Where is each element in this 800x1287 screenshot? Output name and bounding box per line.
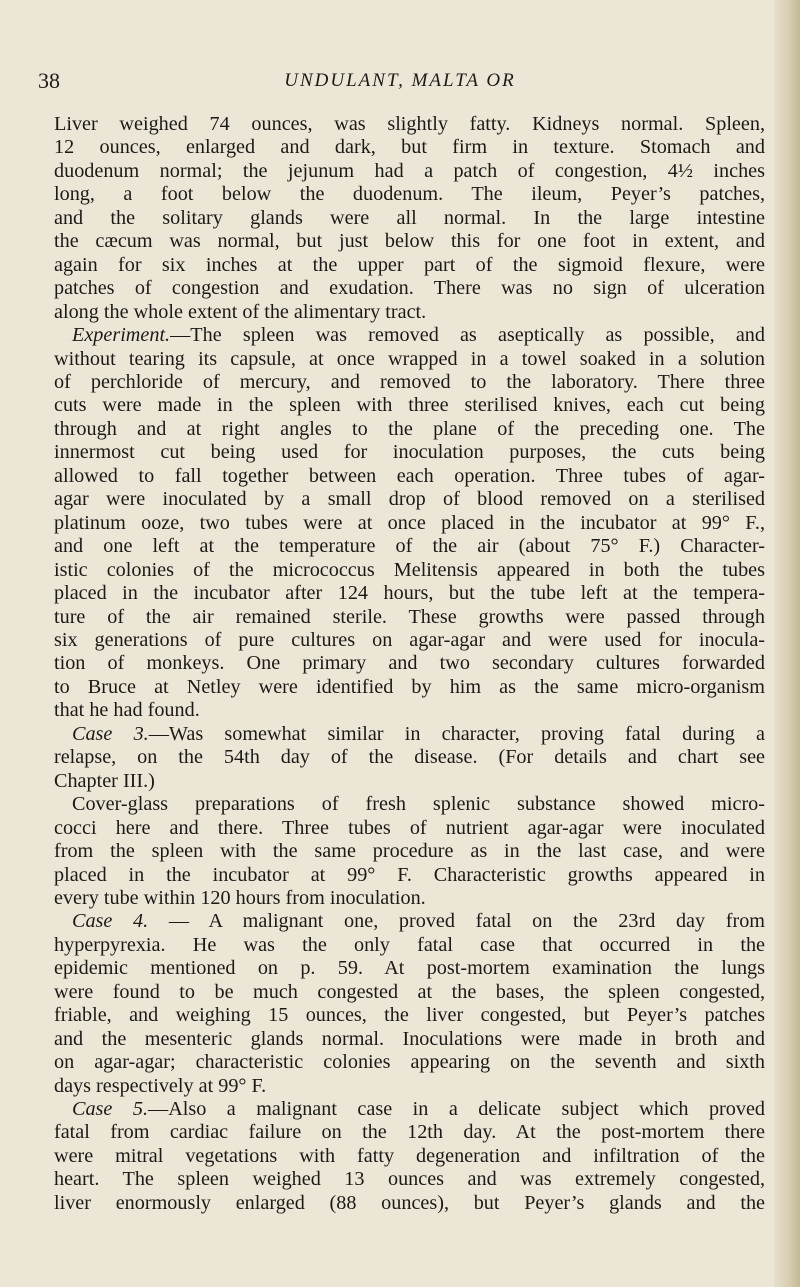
text-line: agar were inoculated by a small drop of blood removed on a sterilised (54, 488, 765, 511)
case-label: Case 3. (72, 722, 149, 745)
text-run: —Also a malignant case in a delicate subject which proved (148, 1098, 766, 1121)
text-line: liver enormously enlarged (88 ounces), but Peyer’s glands and the (54, 1191, 765, 1214)
text-line: through and at right angles to the plane of the preceding one. The (54, 417, 765, 440)
text-line: duodenum normal; the jejunum had a patch of congestion, 4½ inches (54, 159, 765, 182)
paragraph-case-5 (54, 1098, 765, 1215)
text-line (54, 910, 765, 933)
text-line: and the mesenteric glands normal. Inoculations were made in broth and (54, 1027, 765, 1050)
text-line: epidemic mentioned on p. 59. At post-mortem examination the lungs (54, 957, 765, 980)
text-line: cuts were made in the spleen with three sterilised knives, each cut being (54, 394, 765, 417)
text-line (54, 723, 765, 746)
text-line: and the solitary glands were all normal. In the large intestine (54, 206, 765, 229)
text-line: the cæcum was normal, but just below this for one foot in extent, and (54, 230, 765, 253)
text-line: of perchloride of mercury, and removed to the laboratory. There three (54, 370, 765, 393)
paragraph-autopsy-findings (54, 113, 765, 324)
text-line: Liver weighed 74 ounces, was slightly fatty. Kidneys normal. Spleen, (54, 113, 765, 135)
paragraph-case-4 (54, 910, 765, 1098)
text-line (54, 324, 765, 347)
case-label: Case 5. (72, 1098, 148, 1121)
text-line: patches of congestion and exudation. There was no sign of ulceration (54, 277, 765, 300)
text-line (54, 1098, 765, 1121)
text-line: were found to be much congested at the bases, the spleen congested, (54, 980, 765, 1003)
text-line: long, a foot below the duodenum. The ileum, Peyer’s patches, (54, 183, 765, 206)
text-line: platinum ooze, two tubes were at once placed in the incubator at 99° F., (54, 511, 765, 534)
text-line: every tube within 120 hours from inoculation. (54, 886, 426, 909)
text-line: from the spleen with the same procedure as in the last case, and were (54, 840, 765, 863)
text-line: innermost cut being used for inoculation purposes, the cuts being (54, 441, 765, 464)
text-line: and one left at the temperature of the air (about 75° F.) Character- (54, 535, 765, 558)
text-line: placed in the incubator after 124 hours, but the tube left at the tempera- (54, 582, 765, 605)
text-line: were mitral vegetations with fatty degeneration and infiltration of the (54, 1144, 765, 1167)
text-line: without tearing its capsule, at once wrapped in a towel soaked in a solution (54, 347, 765, 370)
text-line: tion of monkeys. One primary and two secondary cultures forwarded (54, 652, 765, 675)
text-line: friable, and weighing 15 ounces, the liver congested, but Peyer’s patches (54, 1004, 765, 1027)
text-run: —The spleen was removed as aseptically as possible, and (170, 324, 765, 347)
text-run: —Was somewhat similar in character, proving fatal during a (148, 722, 766, 745)
body-text (54, 113, 765, 1215)
text-line: hyperpyrexia. He was the only fatal case that occurred in the (54, 933, 765, 956)
paragraph-cover-glass (54, 793, 765, 910)
text-line: six generations of pure cultures on agar-agar and were used for inocula- (54, 628, 765, 651)
text-line: relapse, on the 54th day of the disease. (For details and chart see (54, 746, 765, 769)
page-header (0, 62, 800, 102)
text-line: istic colonies of the micrococcus Melitensis appeared in both the tubes (54, 558, 765, 581)
text-line: that he had found. (54, 699, 200, 722)
text-line: ture of the air remained sterile. These growths were passed through (54, 605, 765, 628)
text-line: cocci here and there. Three tubes of nutrient agar-agar were inoculated (54, 816, 765, 839)
text-run: — A malignant one, proved fatal on the 23rd day from (148, 910, 765, 933)
experiment-label: Experiment. (72, 324, 171, 347)
paragraph-case-3 (54, 723, 765, 793)
paragraph-experiment (54, 324, 765, 723)
page-number: 38 (38, 68, 60, 93)
text-line: on agar-agar; characteristic colonies appearing on the seventh and sixth (54, 1051, 765, 1074)
running-head: UNDULANT, MALTA OR (284, 70, 516, 91)
case-label: Case 4. (72, 910, 149, 933)
text-line: again for six inches at the upper part of the sigmoid flexure, were (54, 253, 765, 276)
text-line: 12 ounces, enlarged and dark, but firm in texture. Stomach and (54, 136, 765, 159)
text-line: to Bruce at Netley were identified by him as the same micro-organism (54, 675, 765, 698)
page-edge-shadow (774, 0, 800, 1287)
text-line: along the whole extent of the alimentary tract. (54, 300, 427, 323)
text-line: days respectively at 99° F. (54, 1074, 267, 1097)
text-line: heart. The spleen weighed 13 ounces and was extremely congested, (54, 1168, 765, 1191)
text-line: placed in the incubator at 99° F. Characteristic growths appeared in (54, 863, 765, 886)
text-line: allowed to fall together between each operation. Three tubes of agar- (54, 464, 765, 487)
text-line: Chapter III.) (54, 769, 155, 792)
text-line: fatal from cardiac failure on the 12th day. At the post-mortem there (54, 1121, 765, 1144)
text-line: Cover-glass preparations of fresh splenic substance showed micro- (72, 793, 765, 816)
